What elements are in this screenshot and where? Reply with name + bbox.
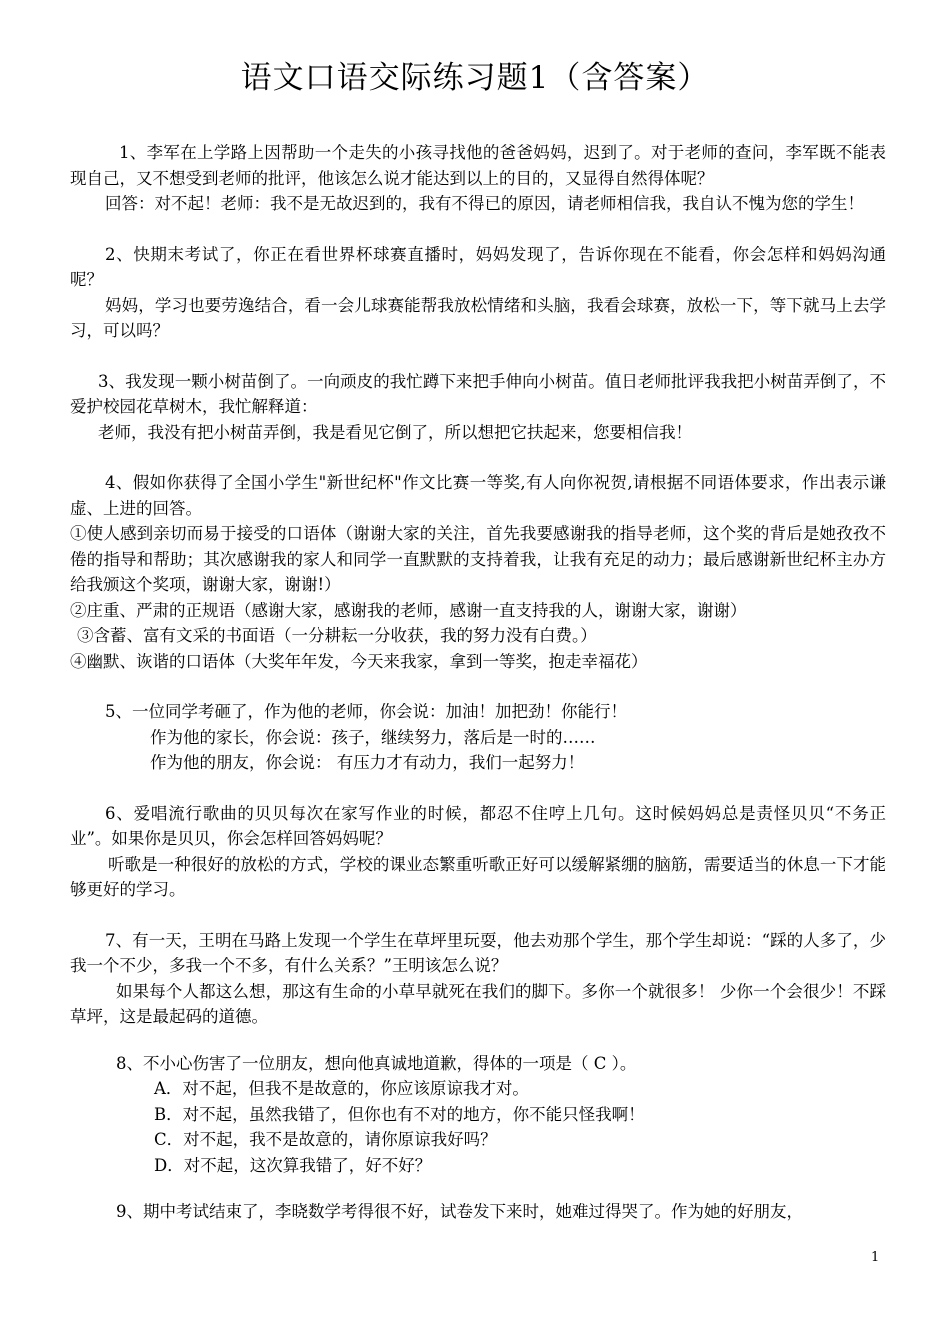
q4-answer-2: ②庄重、严肃的正规语（感谢大家，感谢我的老师，感谢一直支持我的人，谢谢大家，谢谢） [70,600,747,620]
q4-answer-4: ④幽默、诙谐的口语体（大奖年年发，今天来我家，拿到一等奖，抱走幸福花） [70,651,648,671]
q9-question: 9、期中考试结束了，李晓数学考得很不好，试卷发下来时，她难过得哭了。作为她的好朋友， [116,1202,803,1221]
q8-option-c: C．对不起，我不是故意的，请你原谅我好吗？ [154,1130,497,1149]
q1-answer: 回答：对不起！老师：我不是无故迟到的，我有不得已的原因，请老师相信我，我自认不愧为您的学生！ [105,194,864,213]
q6-question: 6、爱唱流行歌曲的贝贝每次在家写作业的时候，都忍不住哼上几句。这时候妈妈总是责怪贝贝“不务正业”。如果你是贝贝，你会怎样回答妈妈呢？ [70,803,886,848]
q8-option-b: B．对不起，虽然我错了，但你也有不对的地方，你不能只怪我啊！ [154,1104,645,1124]
q8-question: 8、不小心伤害了一位朋友，想向他真诚地道歉，得体的一项是（ C ）。 [116,1053,637,1073]
q7-answer: 如果每个人都这么想，那这有生命的小草早就死在我们的脚下。多你一个就很多！ 少你一个会很少！不踩草坪，这是最起码的道德。 [70,981,886,1026]
q5-line-3: 作为他的朋友，你会说： 有压力才有动力，我们一起努力！ [150,753,585,772]
q4-question: 4、假如你获得了全国小学生"新世纪杯"作文比赛一等奖,有人向你祝贺,请根据不同语体要求，作出表示谦虚、上进的回答。 [70,473,886,518]
q5-line-1: 5、一位同学考砸了，作为他的老师，你会说：加油！加把劲！你能行！ [105,702,627,721]
q4-answer-3: ③含蓄、富有文采的书面语（一分耕耘一分收获，我的努力没有白费。） [77,626,597,645]
q6-answer: 听歌是一种很好的放松的方式，学校的课业态繁重听歌正好可以缓解紧绷的脑筋，需要适当的休息一下才能够更好的学习。 [70,854,886,899]
q4-answer-1: ①使人感到亲切而易于接受的口语体（谢谢大家的关注，首先我要感谢我的指导老师，这个奖的背后是她孜孜不倦的指导和帮助；其次感谢我的家人和同学一直默默的支持着我，让我有充足的动力；最后感谢新世纪杯主办方给我颁这个奖项，谢谢大家，谢谢!） [70,524,886,594]
q2-answer: 妈妈，学习也要劳逸结合，看一会儿球赛能帮我放松情绪和头脑，我看会球赛，放松一下，等下就马上去学习，可以吗？ [70,295,886,340]
q2-question: 2、快期末考试了，你正在看世界杯球赛直播时，妈妈发现了，告诉你现在不能看，你会怎样和妈妈沟通呢？ [70,244,886,289]
q3-answer: 老师，我没有把小树苗弄倒，我是看见它倒了，所以想把它扶起来，您要相信我！ [98,422,692,442]
document-body [70,140,886,1225]
q5-line-2: 作为他的家长，你会说：孩子，继续努力，落后是一时的…… [150,727,596,747]
q3-question: 3、我发现一颗小树苗倒了。一向顽皮的我忙蹲下来把手伸向小树苗。值日老师批评我我把小树苗弄倒了，不爱护校园花草树木，我忙解释道： [70,371,886,416]
page-number: 1 [871,1250,880,1265]
q7-question: 7、有一天，王明在马路上发现一个学生在草坪里玩耍，他去劝那个学生，那个学生却说：“踩的人多了，少我一个不少，多我一个不多，有什么关系？”王明该怎么说？ [70,930,886,975]
q8-option-a: A．对不起，但我不是故意的，你应该原谅我才对。 [154,1079,529,1098]
q8-option-d: D．对不起，这次算我错了，好不好？ [154,1155,432,1175]
q1-question: 1、李军在上学路上因帮助一个走失的小孩寻找他的爸爸妈妈，迟到了。对于老师的查问，李军既不能表现自己，又不想受到老师的批评，他该怎么说才能达到以上的目的，又显得自然得体呢？ [70,143,886,188]
document-title: 语文口语交际练习题1（含答案） [240,60,710,96]
